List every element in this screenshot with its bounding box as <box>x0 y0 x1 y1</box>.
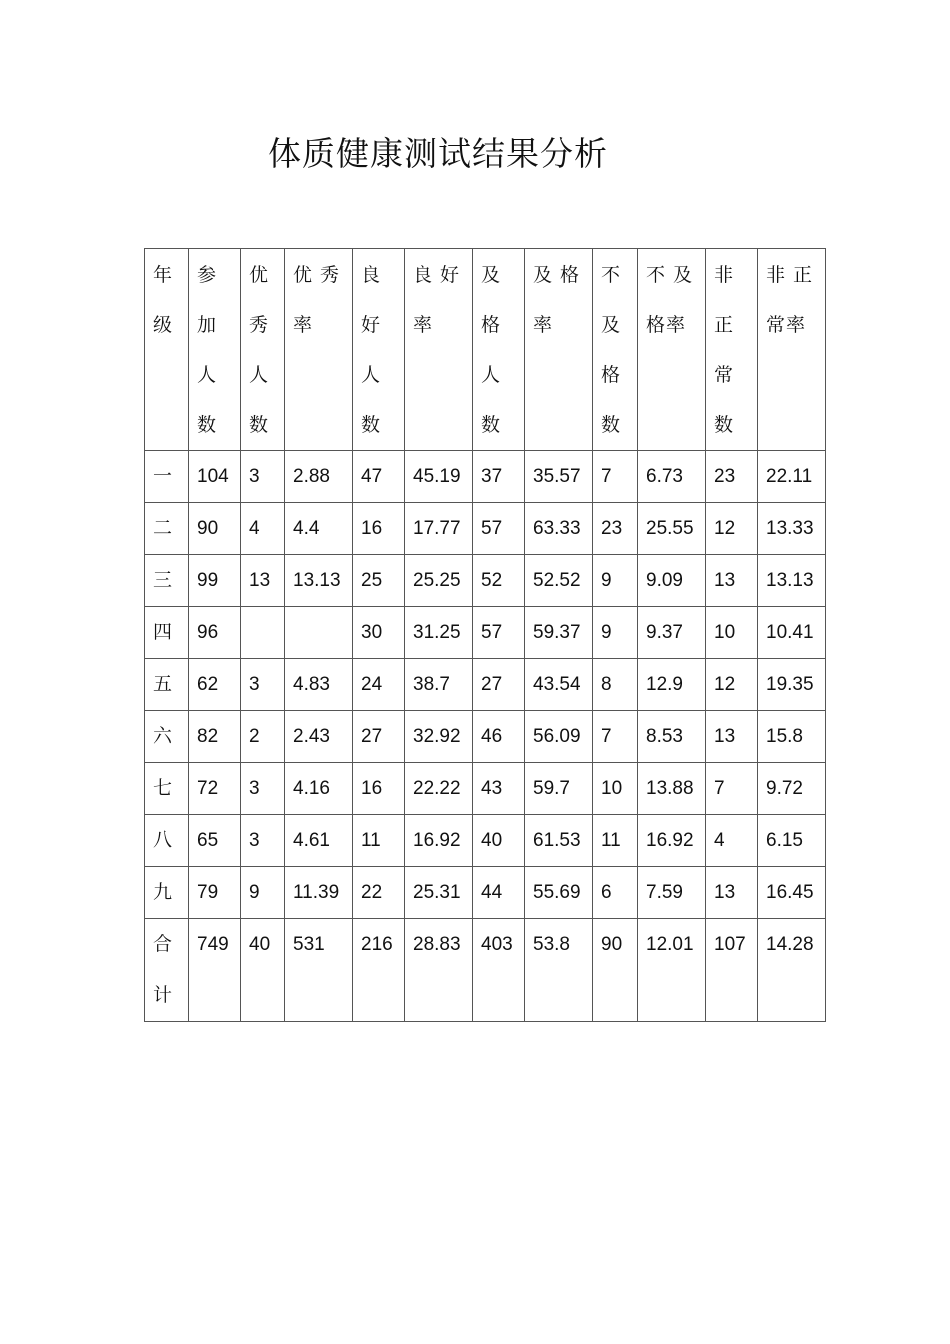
table-cell: 52.52 <box>525 555 593 607</box>
table-row <box>145 711 826 763</box>
total-cell: 90 <box>593 919 638 1022</box>
column-header <box>353 249 405 451</box>
total-cell: 28.83 <box>405 919 473 1022</box>
table-cell: 4 <box>706 815 758 867</box>
table-cell: 16 <box>353 763 405 815</box>
table-cell: 13 <box>706 711 758 763</box>
table-cell: 35.57 <box>525 451 593 503</box>
table-cell: 10 <box>593 763 638 815</box>
table-cell: 22 <box>353 867 405 919</box>
grade-cell: 五 <box>145 659 189 711</box>
table-cell: 6.73 <box>638 451 706 503</box>
column-header-line: 及 <box>481 264 502 286</box>
table-cell: 9 <box>593 555 638 607</box>
table-cell: 17.77 <box>405 503 473 555</box>
column-header <box>473 249 525 451</box>
header-row <box>145 249 826 451</box>
table-cell: 44 <box>473 867 525 919</box>
table-cell: 13 <box>706 867 758 919</box>
table-cell: 6 <box>593 867 638 919</box>
table-cell: 2.88 <box>285 451 353 503</box>
table-cell: 13.33 <box>758 503 826 555</box>
column-header-line: 数 <box>714 414 735 436</box>
column-header-line: 及 格 <box>533 264 581 286</box>
column-header-line: 加 <box>197 314 218 336</box>
table-body <box>145 249 826 1022</box>
table-cell: 25.31 <box>405 867 473 919</box>
column-header-line: 常率 <box>766 314 807 336</box>
table-cell: 43 <box>473 763 525 815</box>
results-table <box>144 248 826 1022</box>
table-cell: 27 <box>353 711 405 763</box>
total-label-cell <box>145 919 189 1022</box>
table-cell: 11 <box>353 815 405 867</box>
column-header-line: 良 好 <box>413 264 461 286</box>
table-cell: 23 <box>706 451 758 503</box>
total-cell: 107 <box>706 919 758 1022</box>
column-header-line: 率 <box>413 314 434 336</box>
table-cell: 19.35 <box>758 659 826 711</box>
table-cell: 25.55 <box>638 503 706 555</box>
table-cell: 2.43 <box>285 711 353 763</box>
table-cell: 46 <box>473 711 525 763</box>
column-header-line: 格 <box>601 364 622 386</box>
total-cell: 403 <box>473 919 525 1022</box>
table-cell: 43.54 <box>525 659 593 711</box>
table-cell: 11.39 <box>285 867 353 919</box>
column-header <box>405 249 473 451</box>
column-header-line: 级 <box>153 314 174 336</box>
grade-cell: 四 <box>145 607 189 659</box>
column-header-line: 秀 <box>249 314 270 336</box>
table-cell: 4 <box>241 503 285 555</box>
table-cell: 9.09 <box>638 555 706 607</box>
table-cell: 13.13 <box>758 555 826 607</box>
table-row <box>145 815 826 867</box>
table-cell: 37 <box>473 451 525 503</box>
table-cell: 2 <box>241 711 285 763</box>
table-cell: 4.83 <box>285 659 353 711</box>
table-cell: 3 <box>241 815 285 867</box>
table-cell: 27 <box>473 659 525 711</box>
table-row <box>145 607 826 659</box>
table-cell: 16.45 <box>758 867 826 919</box>
column-header-line: 数 <box>361 414 382 436</box>
column-header <box>706 249 758 451</box>
table-cell: 57 <box>473 607 525 659</box>
total-cell: 531 <box>285 919 353 1022</box>
table-cell: 63.33 <box>525 503 593 555</box>
grade-cell: 七 <box>145 763 189 815</box>
column-header-line: 人 <box>197 364 218 386</box>
table-cell: 6.15 <box>758 815 826 867</box>
total-cell: 12.01 <box>638 919 706 1022</box>
table-cell: 52 <box>473 555 525 607</box>
column-header-line: 数 <box>249 414 270 436</box>
table-cell: 57 <box>473 503 525 555</box>
total-cell: 40 <box>241 919 285 1022</box>
table-cell: 23 <box>593 503 638 555</box>
table-cell: 16.92 <box>405 815 473 867</box>
table-cell: 15.8 <box>758 711 826 763</box>
table-cell: 7 <box>706 763 758 815</box>
column-header-line: 优 <box>249 264 270 286</box>
column-header-line: 数 <box>601 414 622 436</box>
table-cell: 9 <box>593 607 638 659</box>
table-cell: 25.25 <box>405 555 473 607</box>
total-cell: 216 <box>353 919 405 1022</box>
column-header-line: 非 正 <box>766 264 814 286</box>
table-cell: 59.37 <box>525 607 593 659</box>
column-header-line: 正 <box>714 314 735 336</box>
column-header-line: 人 <box>249 364 270 386</box>
table-cell: 96 <box>189 607 241 659</box>
column-header <box>758 249 826 451</box>
table-row <box>145 659 826 711</box>
table-cell: 8 <box>593 659 638 711</box>
table-cell: 13.88 <box>638 763 706 815</box>
column-header-line: 年 <box>153 264 174 286</box>
table-cell: 30 <box>353 607 405 659</box>
total-label-line: 计 <box>153 984 173 1006</box>
table-cell: 13 <box>241 555 285 607</box>
table-cell: 13.13 <box>285 555 353 607</box>
column-header-line: 非 <box>714 264 735 286</box>
column-header-line: 率 <box>293 314 314 336</box>
grade-cell: 二 <box>145 503 189 555</box>
column-header-line: 及 <box>601 314 622 336</box>
table-cell: 47 <box>353 451 405 503</box>
grade-cell: 九 <box>145 867 189 919</box>
table-cell: 32.92 <box>405 711 473 763</box>
column-header-line: 数 <box>481 414 502 436</box>
grade-cell: 一 <box>145 451 189 503</box>
grade-cell: 三 <box>145 555 189 607</box>
table-cell: 10.41 <box>758 607 826 659</box>
table-cell: 3 <box>241 763 285 815</box>
table-cell: 24 <box>353 659 405 711</box>
table-row <box>145 555 826 607</box>
table-cell: 62 <box>189 659 241 711</box>
column-header-line: 常 <box>714 364 735 386</box>
column-header <box>525 249 593 451</box>
table-cell: 104 <box>189 451 241 503</box>
table-cell: 12 <box>706 659 758 711</box>
table-cell: 11 <box>593 815 638 867</box>
table-cell: 12 <box>706 503 758 555</box>
table-cell: 72 <box>189 763 241 815</box>
column-header <box>593 249 638 451</box>
table-cell: 38.7 <box>405 659 473 711</box>
table-cell: 7 <box>593 451 638 503</box>
column-header-line: 格率 <box>646 314 687 336</box>
table-cell: 4.4 <box>285 503 353 555</box>
column-header-line: 人 <box>361 364 382 386</box>
column-header <box>638 249 706 451</box>
table-cell: 55.69 <box>525 867 593 919</box>
column-header-line: 不 <box>601 264 622 286</box>
table-cell: 7 <box>593 711 638 763</box>
total-label-line: 合 <box>153 933 173 955</box>
table-row <box>145 763 826 815</box>
table-cell <box>241 607 285 659</box>
table-cell: 65 <box>189 815 241 867</box>
column-header-line: 好 <box>361 314 382 336</box>
table-cell: 31.25 <box>405 607 473 659</box>
table-cell <box>285 607 353 659</box>
table-cell: 10 <box>706 607 758 659</box>
table-cell: 9.37 <box>638 607 706 659</box>
grade-cell: 六 <box>145 711 189 763</box>
table-cell: 82 <box>189 711 241 763</box>
total-row <box>145 919 826 1022</box>
table-cell: 25 <box>353 555 405 607</box>
table-row <box>145 451 826 503</box>
column-header <box>189 249 241 451</box>
column-header <box>285 249 353 451</box>
column-header-line: 良 <box>361 264 382 286</box>
total-cell: 749 <box>189 919 241 1022</box>
column-header-line: 优 秀 <box>293 264 341 286</box>
table-cell: 4.61 <box>285 815 353 867</box>
table-cell: 4.16 <box>285 763 353 815</box>
table-row <box>145 867 826 919</box>
table-cell: 99 <box>189 555 241 607</box>
table-cell: 3 <box>241 659 285 711</box>
grade-cell: 八 <box>145 815 189 867</box>
table-cell: 40 <box>473 815 525 867</box>
table-cell: 22.11 <box>758 451 826 503</box>
table-cell: 12.9 <box>638 659 706 711</box>
table-cell: 3 <box>241 451 285 503</box>
total-cell: 53.8 <box>525 919 593 1022</box>
page-title: 体质健康测试结果分析 <box>268 134 608 173</box>
table-cell: 79 <box>189 867 241 919</box>
table-cell: 45.19 <box>405 451 473 503</box>
table-cell: 8.53 <box>638 711 706 763</box>
table-cell: 16.92 <box>638 815 706 867</box>
table-cell: 90 <box>189 503 241 555</box>
table-cell: 61.53 <box>525 815 593 867</box>
table-cell: 7.59 <box>638 867 706 919</box>
table-cell: 22.22 <box>405 763 473 815</box>
table-cell: 9 <box>241 867 285 919</box>
total-cell: 14.28 <box>758 919 826 1022</box>
column-header-line: 率 <box>533 314 554 336</box>
table-cell: 59.7 <box>525 763 593 815</box>
table-cell: 9.72 <box>758 763 826 815</box>
table-cell: 56.09 <box>525 711 593 763</box>
column-header-line: 数 <box>197 414 218 436</box>
table-cell: 16 <box>353 503 405 555</box>
column-header <box>145 249 189 451</box>
column-header-line: 格 <box>481 314 502 336</box>
column-header-line: 人 <box>481 364 502 386</box>
column-header-line: 不 及 <box>646 264 694 286</box>
table-row <box>145 503 826 555</box>
column-header-line: 参 <box>197 264 218 286</box>
column-header <box>241 249 285 451</box>
table-cell: 13 <box>706 555 758 607</box>
